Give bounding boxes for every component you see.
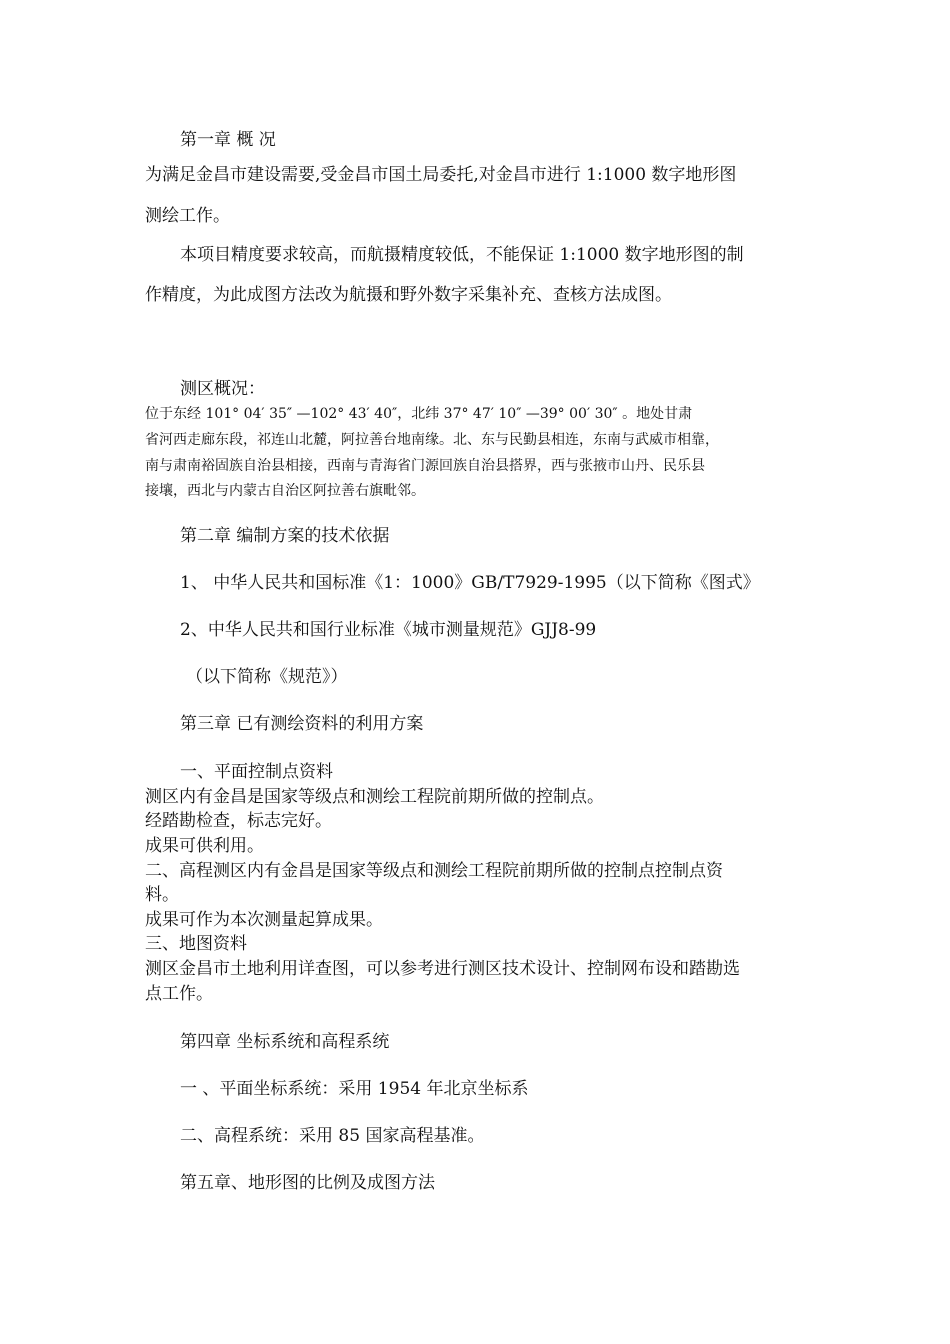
chapter-4-item-2: 二、高程系统：采用 85 国家高程基准。 <box>180 1126 485 1146</box>
chapter-2-item-2: 2、中华人民共和国行业标准《城市测量规范》GJJ8-99 <box>180 620 597 640</box>
chapter-4-title: 第四章 坐标系统和高程系统 <box>180 1032 390 1052</box>
chapter-1-paragraph-1-line-1: 为满足金昌市建设需要,受金昌市国土局委托,对金昌市进行 1:1000 数字地形图 <box>145 165 737 185</box>
chapter-3-line: 成果可供利用。 <box>145 836 264 856</box>
chapter-5-title: 第五章、地形图的比例及成图方法 <box>180 1173 435 1193</box>
survey-area-line: 省河西走廊东段，祁连山北麓，阿拉善台地南缘。北、东与民勤县相连，东南与武威市相靠， <box>145 432 719 448</box>
chapter-4-item-1: 一 、平面坐标系统：采用 1954 年北京坐标系 <box>180 1079 529 1099</box>
chapter-3-line: 三、地图资料 <box>145 934 247 954</box>
survey-area-line: 接壤，西北与内蒙古自治区阿拉善右旗毗邻。 <box>145 483 425 499</box>
survey-area-heading: 测区概况： <box>180 379 265 399</box>
survey-area-line: 南与肃南裕固族自治县相接，西南与青海省门源回族自治县搭界，西与张掖市山丹、民乐县 <box>145 458 705 474</box>
chapter-3-line: 测区金昌市土地利用详查图，可以参考进行测区技术设计、控制网布设和踏勘选 <box>145 959 740 979</box>
chapter-1-title: 第一章 概 况 <box>180 130 276 150</box>
chapter-1-paragraph-2-line-1: 本项目精度要求较高，而航摄精度较低，不能保证 1:1000 数字地形图的制 <box>180 245 744 265</box>
chapter-3-line: 点工作。 <box>145 984 213 1004</box>
chapter-1-paragraph-2-line-2: 作精度，为此成图方法改为航摄和野外数字采集补充、查核方法成图。 <box>145 285 672 305</box>
chapter-2-item-1: 1、 中华人民共和国标准《1：1000》GB/T7929-1995（以下简称《图式》 <box>180 573 760 593</box>
chapter-1-paragraph-1-line-2: 测绘工作。 <box>145 206 230 226</box>
chapter-3-subheading-1: 一、平面控制点资料 <box>180 762 333 782</box>
chapter-3-line: 经踏勘检查，标志完好。 <box>145 811 332 831</box>
chapter-2-title: 第二章 编制方案的技术依据 <box>180 526 390 546</box>
chapter-3-line: 成果可作为本次测量起算成果。 <box>145 910 383 930</box>
chapter-3-line: 二、高程测区内有金昌是国家等级点和测绘工程院前期所做的控制点控制点资 <box>145 861 723 881</box>
chapter-3-title: 第三章 已有测绘资料的利用方案 <box>180 714 424 734</box>
chapter-3-line: 测区内有金昌是国家等级点和测绘工程院前期所做的控制点。 <box>145 787 604 807</box>
chapter-2-item-2-note: （以下简称《规范》） <box>186 667 348 687</box>
chapter-3-line: 料。 <box>145 885 179 905</box>
survey-area-line: 位于东经 101° 04′ 35″ —102° 43′ 40″，北纬 37° 47′ 10″ —39° 00′ 30″ 。地处甘肃 <box>145 406 693 422</box>
